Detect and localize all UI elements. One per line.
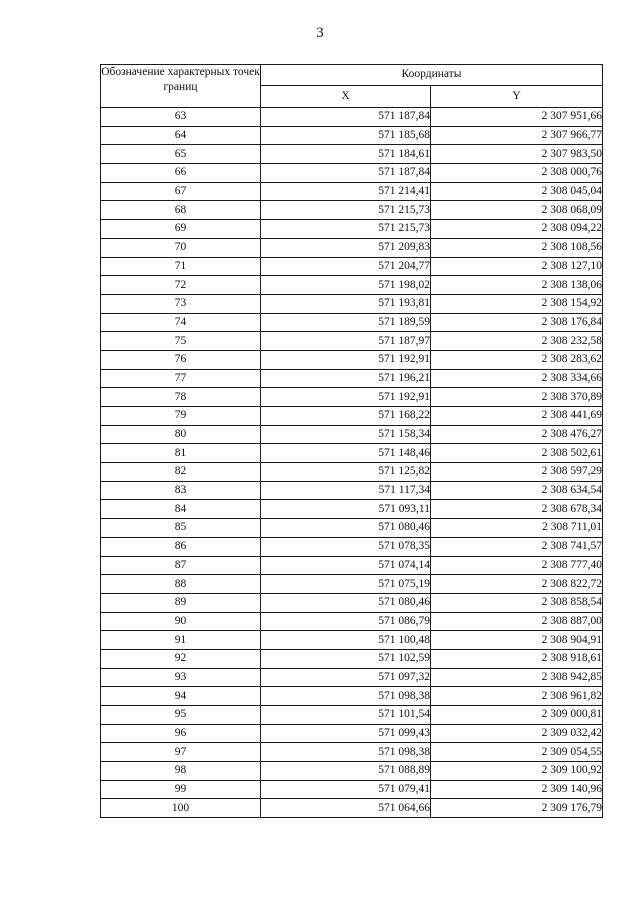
point-number-cell: 73 xyxy=(101,294,261,313)
x-coordinate-cell: 571 193,81 xyxy=(261,294,431,313)
x-coordinate-cell: 571 196,21 xyxy=(261,369,431,388)
y-coordinate-cell: 2 308 822,72 xyxy=(431,575,603,594)
point-number-cell: 83 xyxy=(101,481,261,500)
table-row xyxy=(101,649,603,668)
table-row xyxy=(101,612,603,631)
y-coordinate-cell: 2 309 140,96 xyxy=(431,780,603,799)
y-coordinate-cell: 2 309 100,92 xyxy=(431,762,603,781)
x-coordinate-cell: 571 080,46 xyxy=(261,593,431,612)
point-number-cell: 76 xyxy=(101,350,261,369)
point-number-cell: 70 xyxy=(101,238,261,257)
x-coordinate-cell: 571 101,54 xyxy=(261,706,431,725)
y-coordinate-cell: 2 308 711,01 xyxy=(431,519,603,538)
x-coordinate-cell: 571 078,35 xyxy=(261,537,431,556)
table-row xyxy=(101,593,603,612)
table-row xyxy=(101,238,603,257)
x-coordinate-cell: 571 187,84 xyxy=(261,108,431,127)
y-coordinate-cell: 2 308 441,69 xyxy=(431,407,603,426)
table-row xyxy=(101,369,603,388)
point-number-cell: 99 xyxy=(101,780,261,799)
y-coordinate-cell: 2 308 283,62 xyxy=(431,350,603,369)
table-row xyxy=(101,500,603,519)
y-coordinate-cell: 2 308 045,04 xyxy=(431,182,603,201)
x-coordinate-cell: 571 117,34 xyxy=(261,481,431,500)
page-number: 3 xyxy=(316,25,324,41)
y-coordinate-cell: 2 308 094,22 xyxy=(431,220,603,239)
table-row xyxy=(101,182,603,201)
point-number-cell: 82 xyxy=(101,463,261,482)
y-coordinate-cell: 2 308 176,84 xyxy=(431,313,603,332)
y-coordinate-cell: 2 308 108,56 xyxy=(431,238,603,257)
point-number-cell: 81 xyxy=(101,444,261,463)
point-number-cell: 93 xyxy=(101,668,261,687)
point-number-cell: 87 xyxy=(101,556,261,575)
point-number-cell: 98 xyxy=(101,762,261,781)
y-coordinate-cell: 2 307 983,50 xyxy=(431,145,603,164)
x-coordinate-cell: 571 086,79 xyxy=(261,612,431,631)
x-coordinate-cell: 571 098,38 xyxy=(261,687,431,706)
point-number-cell: 72 xyxy=(101,276,261,295)
table-row xyxy=(101,687,603,706)
point-number-cell: 77 xyxy=(101,369,261,388)
x-coordinate-cell: 571 100,48 xyxy=(261,631,431,650)
table-row xyxy=(101,481,603,500)
y-coordinate-cell: 2 308 068,09 xyxy=(431,201,603,220)
table-row xyxy=(101,556,603,575)
table-row xyxy=(101,108,603,127)
x-coordinate-cell: 571 148,46 xyxy=(261,444,431,463)
table-row xyxy=(101,537,603,556)
point-number-cell: 68 xyxy=(101,201,261,220)
y-coordinate-cell: 2 308 597,29 xyxy=(431,463,603,482)
point-number-cell: 85 xyxy=(101,519,261,538)
table-row xyxy=(101,724,603,743)
y-coordinate-cell: 2 308 904,91 xyxy=(431,631,603,650)
y-coordinate-cell: 2 308 138,06 xyxy=(431,276,603,295)
y-coordinate-cell: 2 308 370,89 xyxy=(431,388,603,407)
y-coordinate-cell: 2 308 918,61 xyxy=(431,649,603,668)
x-coordinate-cell: 571 214,41 xyxy=(261,182,431,201)
table-row xyxy=(101,257,603,276)
x-coordinate-cell: 571 158,34 xyxy=(261,425,431,444)
y-coordinate-cell: 2 308 232,58 xyxy=(431,332,603,351)
point-number-cell: 69 xyxy=(101,220,261,239)
x-coordinate-cell: 571 209,83 xyxy=(261,238,431,257)
x-coordinate-cell: 571 192,91 xyxy=(261,388,431,407)
x-coordinate-cell: 571 187,97 xyxy=(261,332,431,351)
table-row xyxy=(101,126,603,145)
coordinates-table xyxy=(100,64,603,818)
x-coordinate-cell: 571 168,22 xyxy=(261,407,431,426)
table-row xyxy=(101,762,603,781)
y-coordinate-cell: 2 308 127,10 xyxy=(431,257,603,276)
y-coordinate-cell: 2 308 000,76 xyxy=(431,164,603,183)
table-row xyxy=(101,388,603,407)
y-coordinate-cell: 2 307 951,66 xyxy=(431,108,603,127)
point-number-cell: 89 xyxy=(101,593,261,612)
x-coordinate-cell: 571 102,59 xyxy=(261,649,431,668)
y-coordinate-cell: 2 308 476,27 xyxy=(431,425,603,444)
table-row xyxy=(101,201,603,220)
y-coordinate-cell: 2 309 000,81 xyxy=(431,706,603,725)
point-number-cell: 92 xyxy=(101,649,261,668)
table-row xyxy=(101,313,603,332)
x-coordinate-cell: 571 215,73 xyxy=(261,220,431,239)
y-coordinate-cell: 2 308 887,00 xyxy=(431,612,603,631)
point-number-cell: 65 xyxy=(101,145,261,164)
x-coordinate-cell: 571 125,82 xyxy=(261,463,431,482)
table-row xyxy=(101,444,603,463)
table-row xyxy=(101,519,603,538)
table-row xyxy=(101,780,603,799)
y-coordinate-cell: 2 309 054,55 xyxy=(431,743,603,762)
point-number-cell: 91 xyxy=(101,631,261,650)
x-coordinate-cell: 571 099,43 xyxy=(261,724,431,743)
table-row xyxy=(101,706,603,725)
point-number-cell: 79 xyxy=(101,407,261,426)
point-number-cell: 63 xyxy=(101,108,261,127)
x-coordinate-cell: 571 079,41 xyxy=(261,780,431,799)
table-row xyxy=(101,145,603,164)
point-number-cell: 66 xyxy=(101,164,261,183)
y-coordinate-cell: 2 308 942,85 xyxy=(431,668,603,687)
table-row xyxy=(101,631,603,650)
table-row xyxy=(101,575,603,594)
point-number-cell: 67 xyxy=(101,182,261,201)
y-coordinate-cell: 2 308 634,54 xyxy=(431,481,603,500)
point-number-cell: 96 xyxy=(101,724,261,743)
table-row xyxy=(101,220,603,239)
x-coordinate-cell: 571 187,84 xyxy=(261,164,431,183)
table-row xyxy=(101,463,603,482)
y-coordinate-cell: 2 308 741,57 xyxy=(431,537,603,556)
x-coordinate-cell: 571 185,68 xyxy=(261,126,431,145)
table-row xyxy=(101,668,603,687)
point-number-cell: 97 xyxy=(101,743,261,762)
y-coordinate-cell: 2 308 154,92 xyxy=(431,294,603,313)
point-number-cell: 86 xyxy=(101,537,261,556)
table-row xyxy=(101,407,603,426)
x-coordinate-cell: 571 075,19 xyxy=(261,575,431,594)
header-point-designation: Обозначение характерных точек границ xyxy=(101,65,261,108)
point-number-cell: 80 xyxy=(101,425,261,444)
x-coordinate-cell: 571 192,91 xyxy=(261,350,431,369)
x-coordinate-cell: 571 088,89 xyxy=(261,762,431,781)
y-coordinate-cell: 2 308 334,66 xyxy=(431,369,603,388)
y-coordinate-cell: 2 308 961,82 xyxy=(431,687,603,706)
x-coordinate-cell: 571 215,73 xyxy=(261,201,431,220)
point-number-cell: 95 xyxy=(101,706,261,725)
point-number-cell: 78 xyxy=(101,388,261,407)
x-coordinate-cell: 571 189,59 xyxy=(261,313,431,332)
table-body xyxy=(101,108,603,818)
x-coordinate-cell: 571 080,46 xyxy=(261,519,431,538)
point-number-cell: 88 xyxy=(101,575,261,594)
x-coordinate-cell: 571 097,32 xyxy=(261,668,431,687)
table-row xyxy=(101,276,603,295)
table-row xyxy=(101,164,603,183)
point-number-cell: 84 xyxy=(101,500,261,519)
x-coordinate-cell: 571 184,61 xyxy=(261,145,431,164)
y-coordinate-cell: 2 309 032,42 xyxy=(431,724,603,743)
table-row xyxy=(101,294,603,313)
table-row xyxy=(101,332,603,351)
y-coordinate-cell: 2 308 678,34 xyxy=(431,500,603,519)
header-y: Y xyxy=(431,85,603,107)
y-coordinate-cell: 2 308 777,40 xyxy=(431,556,603,575)
x-coordinate-cell: 571 204,77 xyxy=(261,257,431,276)
table-row xyxy=(101,799,603,818)
y-coordinate-cell: 2 308 858,54 xyxy=(431,593,603,612)
y-coordinate-cell: 2 308 502,61 xyxy=(431,444,603,463)
point-number-cell: 75 xyxy=(101,332,261,351)
table-row xyxy=(101,743,603,762)
y-coordinate-cell: 2 307 966,77 xyxy=(431,126,603,145)
point-number-cell: 74 xyxy=(101,313,261,332)
header-coordinates: Координаты xyxy=(261,65,603,86)
table-row xyxy=(101,350,603,369)
x-coordinate-cell: 571 098,38 xyxy=(261,743,431,762)
y-coordinate-cell: 2 309 176,79 xyxy=(431,799,603,818)
point-number-cell: 64 xyxy=(101,126,261,145)
table-row xyxy=(101,425,603,444)
point-number-cell: 100 xyxy=(101,799,261,818)
point-number-cell: 71 xyxy=(101,257,261,276)
point-number-cell: 94 xyxy=(101,687,261,706)
x-coordinate-cell: 571 093,11 xyxy=(261,500,431,519)
x-coordinate-cell: 571 074,14 xyxy=(261,556,431,575)
point-number-cell: 90 xyxy=(101,612,261,631)
x-coordinate-cell: 571 064,66 xyxy=(261,799,431,818)
x-coordinate-cell: 571 198,02 xyxy=(261,276,431,295)
header-x: X xyxy=(261,85,431,107)
